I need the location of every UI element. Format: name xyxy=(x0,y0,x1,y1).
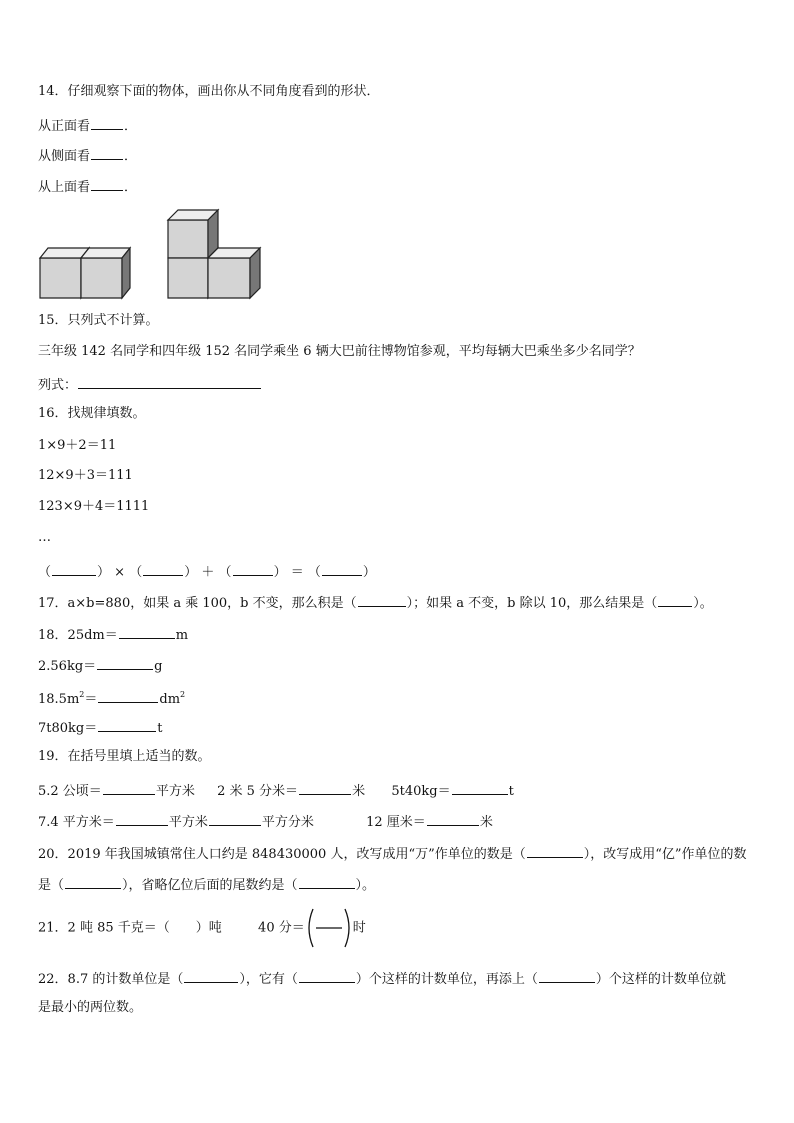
q16-eq3: 123×9＋4＝1111 xyxy=(38,499,150,514)
paren-open: （ xyxy=(218,565,232,580)
q19-a-text: 5.2 公顷＝ xyxy=(38,784,102,799)
q20-text-4: ），省略亿位后面的尾数约是（ xyxy=(122,878,298,893)
q19-e-unit: 米 xyxy=(479,815,493,830)
q18-c-unit: dm xyxy=(159,692,181,707)
q21-a-text: 21．2 吨 85 千克＝（ ）吨 xyxy=(38,920,222,936)
q19-blank-d2[interactable] xyxy=(209,812,261,826)
q17-blank-1[interactable] xyxy=(358,593,406,607)
q16-blank-1[interactable] xyxy=(52,562,96,576)
q15-title: 15．只列式不计算。 xyxy=(38,313,159,328)
q20-text-1: 20．2019 年我国城镇常住人口约是 848430000 人，改写成用“万”作单位的数是（ xyxy=(38,847,526,862)
q18-line-c xyxy=(38,687,185,708)
q14-dot: ． xyxy=(124,180,138,195)
q16-pattern-line xyxy=(38,562,376,581)
q19-c-text: 5t40kg＝ xyxy=(391,784,451,799)
q14-side-line xyxy=(38,146,137,165)
q22-text-2: ），它有（ xyxy=(239,972,298,987)
paren-close: ） xyxy=(362,565,376,580)
q19-d-text: 7.4 平方米＝ xyxy=(38,815,115,830)
q16-title: 16．找规律填数。 xyxy=(38,406,146,421)
q20-blank-3[interactable] xyxy=(299,875,355,889)
q20-text-3: 是（ xyxy=(38,878,65,893)
paren-open: （ xyxy=(307,565,321,580)
paren-open: （ xyxy=(129,565,143,580)
q16-blank-2[interactable] xyxy=(143,562,183,576)
q19-a-unit: 平方米 xyxy=(155,784,195,799)
q14-top-line xyxy=(38,177,137,196)
q21-b-unit: 时 xyxy=(352,920,366,936)
q18-c-text: 18.5m xyxy=(38,692,80,707)
cube xyxy=(81,248,130,298)
q15-label: 列式： xyxy=(38,378,78,393)
q19-blank-a[interactable] xyxy=(103,781,155,795)
q18-blank-d[interactable] xyxy=(98,718,156,732)
q18-b-text: 2.56kg＝ xyxy=(38,659,97,674)
q19-line-2 xyxy=(38,812,493,831)
q18-line-d xyxy=(38,718,162,737)
q15-text: 三年级 142 名同学和四年级 152 名同学乘坐 6 辆大巴前往博物馆参观，平均每辆大巴乘坐多少名同学？ xyxy=(38,344,641,359)
q22-text-4: ）个这样的计数单位就 xyxy=(595,972,726,987)
q21-fraction-blank[interactable] xyxy=(305,906,353,950)
q15-answer-line xyxy=(38,375,262,394)
q18-d-text: 7t80kg＝ xyxy=(38,721,98,736)
q20-blank-2[interactable] xyxy=(65,875,121,889)
q14-front-blank[interactable] xyxy=(91,116,123,130)
q22-blank-1[interactable] xyxy=(184,969,238,983)
q18-b-unit: g xyxy=(154,659,163,674)
q18-blank-a[interactable] xyxy=(119,625,175,639)
q22-blank-2[interactable] xyxy=(299,969,355,983)
cube xyxy=(208,248,260,298)
q20-text-5: ）。 xyxy=(355,878,376,893)
q19-title: 19．在括号里填上适当的数。 xyxy=(38,749,211,764)
q18-d-unit: t xyxy=(157,721,163,736)
q20-line-2 xyxy=(38,875,375,894)
q22-text-1: 22．8.7 的计数单位是（ xyxy=(38,972,184,987)
cube-illustration xyxy=(38,206,278,302)
q17-line xyxy=(38,593,713,612)
q16-eq2: 12×9＋3＝111 xyxy=(38,468,133,483)
q18-blank-c[interactable] xyxy=(98,689,158,703)
q18-line-b xyxy=(38,656,162,675)
cube-figures xyxy=(38,206,278,306)
q20-line-1 xyxy=(38,844,747,863)
cube xyxy=(168,210,218,258)
equals-sign: ＝ xyxy=(290,565,304,580)
q16-eq1: 1×9＋2＝11 xyxy=(38,438,117,453)
q22-line-1 xyxy=(38,969,726,988)
q14-dot: ． xyxy=(124,149,138,164)
q21-b-text: 40 分＝ xyxy=(258,920,305,936)
q16-ellipsis: … xyxy=(38,530,51,545)
q18-c-unit-sup: 2 xyxy=(180,690,186,699)
plus-sign: ＋ xyxy=(201,565,215,580)
q19-e-text: 12 厘米＝ xyxy=(366,815,426,830)
q14-side-label: 从侧面看 xyxy=(38,149,91,164)
q20-blank-1[interactable] xyxy=(527,844,583,858)
q19-b-unit: 米 xyxy=(352,784,366,799)
q19-c-unit: t xyxy=(508,784,514,799)
q14-dot: ． xyxy=(124,119,138,134)
q21-line xyxy=(38,906,366,950)
q19-blank-e[interactable] xyxy=(427,812,479,826)
q18-c-eq: ＝ xyxy=(84,692,98,707)
q18-a-text: 18．25dm＝ xyxy=(38,628,118,643)
q14-top-label: 从上面看 xyxy=(38,180,91,195)
q14-title: 14．仔细观察下面的物体，画出你从不同角度看到的形状． xyxy=(38,84,380,99)
q19-blank-c[interactable] xyxy=(452,781,508,795)
q19-blank-b[interactable] xyxy=(299,781,351,795)
paren-open: （ xyxy=(38,565,52,580)
q14-side-blank[interactable] xyxy=(91,146,123,160)
q19-d-unit-2: 平方分米 xyxy=(261,815,314,830)
q14-front-label: 从正面看 xyxy=(38,119,91,134)
q18-blank-b[interactable] xyxy=(97,656,153,670)
q19-b-text: 2 米 5 分米＝ xyxy=(217,784,299,799)
q18-c-sup: 2 xyxy=(79,690,85,699)
q17-blank-2[interactable] xyxy=(658,593,692,607)
paren-close: ） xyxy=(273,565,287,580)
q17-text-3: ）。 xyxy=(693,596,713,611)
q19-blank-d1[interactable] xyxy=(116,812,168,826)
q19-line-1 xyxy=(38,781,514,800)
q22-text-3: ）个这样的计数单位，再添上（ xyxy=(355,972,538,987)
q18-a-unit: m xyxy=(175,628,189,643)
q16-blank-3[interactable] xyxy=(233,562,273,576)
q19-d-unit-1: 平方米 xyxy=(168,815,208,830)
q20-text-2: ），改写成用“亿”作单位的数 xyxy=(583,847,747,862)
times-sign: × xyxy=(114,565,126,580)
q17-text-1: 17．a×b=880，如果 a 乘 100，b 不变，那么积是（ xyxy=(38,596,357,611)
q14-front-line xyxy=(38,116,137,135)
q22-line-2: 是最小的两位数。 xyxy=(38,1000,143,1015)
paren-close: ） xyxy=(184,565,198,580)
q22-blank-3[interactable] xyxy=(539,969,595,983)
q16-blank-4[interactable] xyxy=(322,562,362,576)
paren-close: ） xyxy=(97,565,111,580)
q14-top-blank[interactable] xyxy=(91,177,123,191)
q18-line-a xyxy=(38,625,188,644)
q15-answer-blank[interactable] xyxy=(78,375,261,389)
q17-text-2: ）；如果 a 不变，b 除以 10，那么结果是（ xyxy=(406,596,658,611)
